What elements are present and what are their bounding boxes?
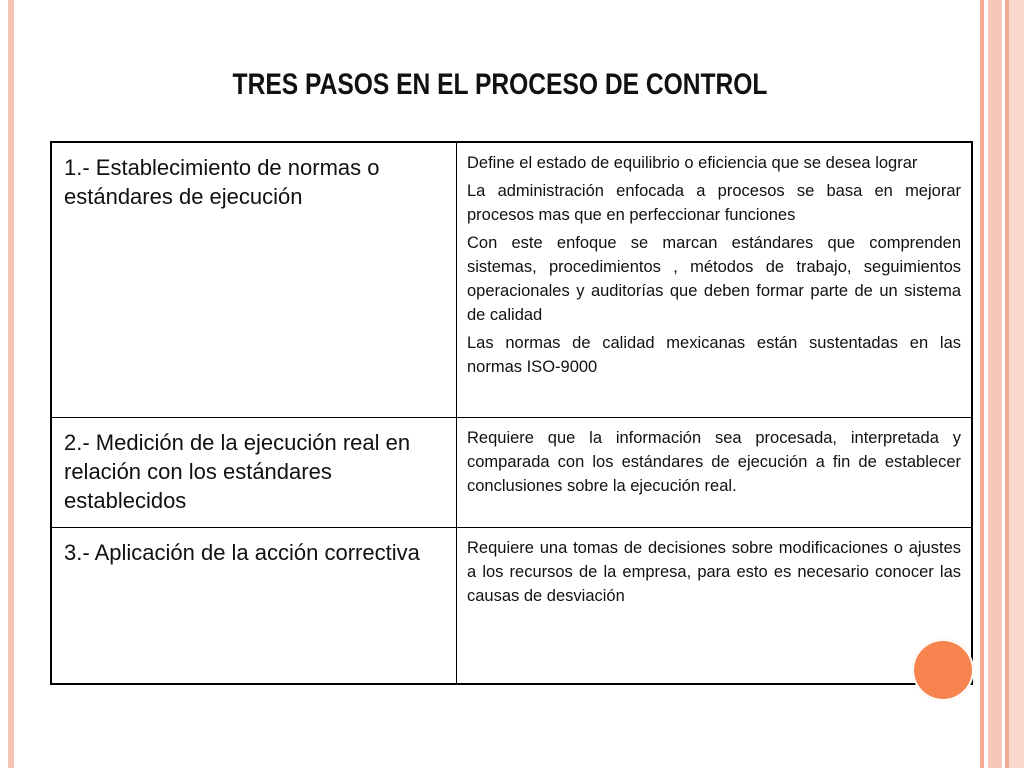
description-cell — [457, 527, 973, 684]
slide-title: TRES PASOS EN EL PROCESO DE CONTROL — [232, 68, 768, 101]
description-paragraph: Requiere una tomas de decisiones sobre modificaciones o ajustes a los recursos de la empresa, para esto es necesario conocer las causas de desviación — [467, 538, 961, 605]
description-paragraph: Requiere que la información sea procesada, interpretada y comparada con los estándares de ejecución a fin de establecer conclusiones sobre la ejecución real. — [467, 428, 961, 495]
description-cell — [457, 142, 973, 417]
table-row — [51, 527, 972, 684]
step-cell: 1.- Establecimiento de normas o estándares de ejecución — [51, 142, 457, 417]
description-cell — [457, 417, 973, 527]
control-steps-table — [50, 141, 973, 685]
step-cell: 2.- Medición de la ejecución real en relación con los estándares establecidos — [51, 417, 457, 527]
table-row — [51, 142, 972, 417]
description-paragraph: Las normas de calidad mexicanas están sustentadas en las normas ISO-9000 — [467, 334, 961, 376]
right-decorative-stripes — [978, 0, 1024, 768]
description-paragraph: Con este enfoque se marcan estándares que comprenden sistemas, procedimientos , métodos de trabajo, seguimientos operacionales y auditorías que deben formar parte de un sistema de calidad — [467, 234, 961, 324]
table-row — [51, 417, 972, 527]
step-cell: 3.- Aplicación de la acción correctiva — [51, 527, 457, 684]
left-decorative-stripe — [8, 0, 14, 768]
description-paragraph: Define el estado de equilibrio o eficiencia que se desea lograr — [467, 154, 918, 172]
decorative-circle — [912, 639, 974, 701]
description-paragraph: La administración enfocada a procesos se basa en mejorar procesos mas que en perfeccionar funciones — [467, 182, 961, 224]
